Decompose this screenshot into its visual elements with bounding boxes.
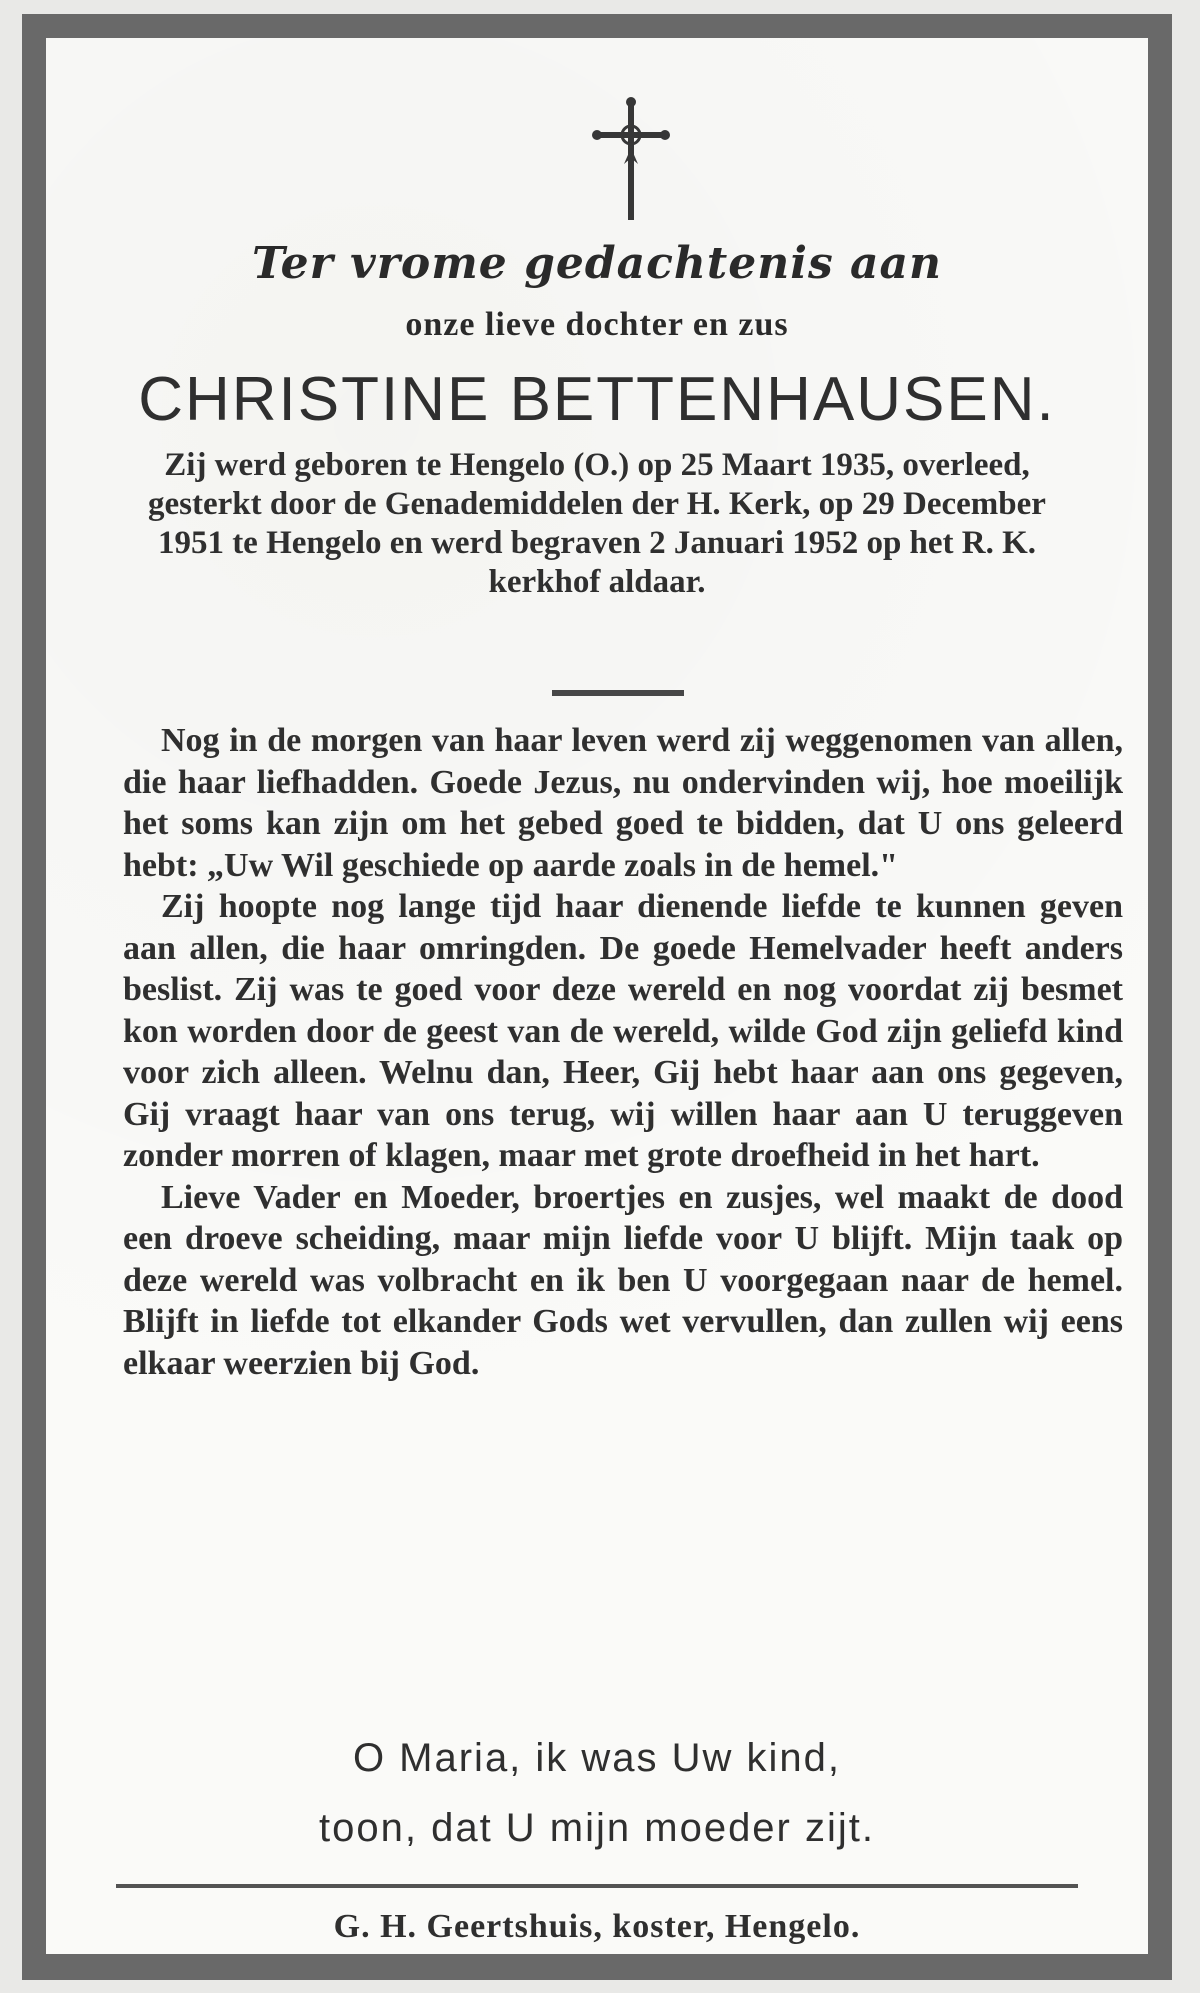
- memorial-heading: Ter vrome gedachtenis aan: [251, 238, 943, 289]
- long-divider: [116, 1884, 1078, 1888]
- memorial-card: [22, 14, 1172, 1980]
- deceased-name: CHRISTINE BETTENHAUSEN.: [138, 365, 1056, 434]
- paragraph-1: Nog in de morgen van haar leven werd zij weggenomen van allen, die haar liefhadden. Goede Jezus, nu ondervinden wij, hoe moeilijk het soms kan zijn om het gebed goed te bidden, dat U ons geleerd hebt: „Uw Wil geschiede op aarde zoals in de hemel.": [123, 722, 1123, 884]
- card-paper: [46, 38, 1148, 1954]
- short-divider: [552, 690, 684, 696]
- prayer-line-1: O Maria, ik was Uw kind,: [352, 1736, 842, 1780]
- printer-credit: G. H. Geertshuis, koster, Hengelo.: [333, 1908, 861, 1945]
- cross-icon: [591, 96, 671, 226]
- relation-line: onze lieve dochter en zus: [405, 306, 789, 343]
- paragraph-3: Lieve Vader en Moeder, broertjes en zusjes, wel maakt de dood een droeve scheiding, maar mijn liefde voor U blijft. Mijn taak op deze wereld was volbracht en ik ben U voorgegaan naar de hemel. Blijft in liefde tot elkander Gods wet vervullen, dan zullen wij eens elkaar weerzien bij God.: [123, 1178, 1123, 1382]
- paragraph-2: Zij hoopte nog lange tijd haar dienende liefde te kunnen geven aan allen, die haar omringden. De goede Hemelvader heeft anders beslist. Zij was te goed voor deze wereld en nog voordat zij besmet kon worden door de geest van de wereld, wilde God zijn geliefd kind voor zich alleen. Welnu dan, Heer, Gij hebt haar aan ons gegeven, Gij vraagt haar van ons terug, wij willen haar aan U teruggeven zonder morren of klagen, maar met grote droefheid in het hart.: [123, 888, 1123, 1174]
- prayer-line-2: toon, dat U mijn moeder zijt.: [319, 1806, 875, 1850]
- memorial-text: [123, 720, 1123, 1384]
- biography-text: Zij werd geboren te Hengelo (O.) op 25 Maart 1935, overleed, gesterkt door de Genademiddelen der H. Kerk, op 29 December 1951 te Hengelo en werd begraven 2 Januari 1952 op het R. K. kerkhof aldaar.: [148, 447, 1046, 600]
